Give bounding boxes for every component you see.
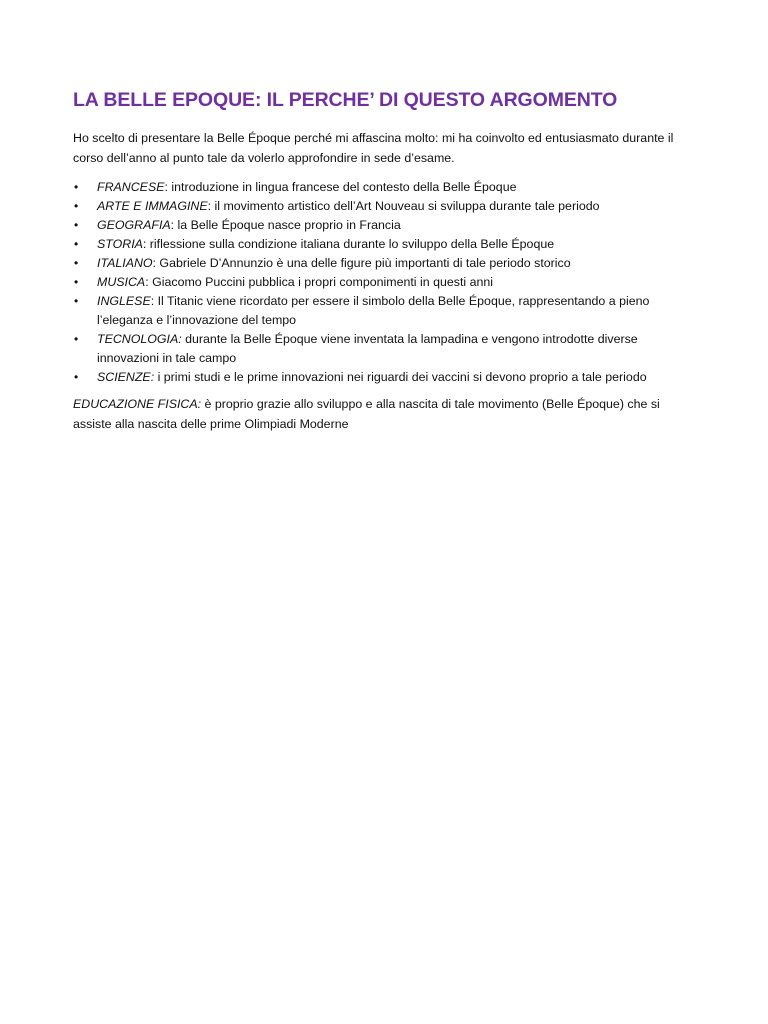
list-item bbox=[73, 292, 683, 330]
intro-paragraph: Ho scelto di presentare la Belle Époque perché mi affascina molto: mi ha coinvolto ed entusiasmato durante il corso dell’anno al punto tale da volerlo approfondire in sede d’esame. bbox=[73, 131, 674, 165]
bullet-icon: • bbox=[74, 199, 79, 213]
closing-paragraph bbox=[73, 395, 683, 434]
subject-label: SCIENZE: bbox=[97, 370, 155, 384]
document-title: LA BELLE EPOQUE: IL PERCHE’ DI QUESTO ARGOMENTO bbox=[73, 89, 618, 111]
document-page bbox=[73, 86, 683, 434]
bullet-icon: • bbox=[74, 237, 79, 251]
list-item bbox=[73, 273, 683, 292]
subject-list bbox=[73, 178, 683, 387]
subject-description: durante la Belle Époque viene inventata la lampadina e vengono introdotte diverse innovazioni in tale campo bbox=[97, 332, 638, 365]
bullet-icon: • bbox=[74, 256, 79, 270]
subject-description: : Gabriele D’Annunzio è una delle figure più importanti di tale periodo storico bbox=[152, 256, 571, 270]
list-item bbox=[73, 178, 683, 197]
closing-subject-label: EDUCAZIONE FISICA: bbox=[73, 397, 202, 411]
bullet-icon: • bbox=[74, 180, 79, 194]
subject-label: ITALIANO bbox=[97, 256, 153, 270]
list-item bbox=[73, 330, 683, 368]
subject-label: ARTE E IMMAGINE bbox=[97, 199, 208, 213]
bullet-icon: • bbox=[74, 218, 79, 232]
subject-description: : riflessione sulla condizione italiana durante lo sviluppo della Belle Époque bbox=[142, 237, 555, 251]
subject-description: : Giacomo Puccini pubblica i propri componimenti in questi anni bbox=[145, 275, 494, 289]
subject-description: : Il Titanic viene ricordato per essere il simbolo della Belle Époque, rappresentando a pieno l’eleganza e l’innovazione del tempo bbox=[97, 294, 650, 327]
list-item bbox=[73, 235, 683, 254]
subject-description: : la Belle Époque nasce proprio in Francia bbox=[170, 218, 401, 232]
subject-label: TECNOLOGIA: bbox=[97, 332, 182, 346]
list-item bbox=[73, 216, 683, 235]
closing-description: è proprio grazie allo sviluppo e alla nascita di tale movimento (Belle Époque) che si assiste alla nascita delle prime Olimpiadi Moderne bbox=[73, 397, 660, 431]
subject-label: GEOGRAFIA bbox=[97, 218, 171, 232]
subject-label: MUSICA bbox=[97, 275, 146, 289]
subject-description: i primi studi e le prime innovazioni nei riguardi dei vaccini si devono proprio a tale periodo bbox=[154, 370, 647, 384]
bullet-icon: • bbox=[74, 332, 79, 346]
subject-label: FRANCESE bbox=[97, 180, 165, 194]
list-item bbox=[73, 197, 683, 216]
bullet-icon: • bbox=[74, 294, 79, 308]
subject-label: STORIA bbox=[97, 237, 143, 251]
subject-description: : introduzione in lingua francese del contesto della Belle Époque bbox=[164, 180, 517, 194]
list-item bbox=[73, 368, 683, 387]
subject-description: : il movimento artistico dell’Art Nouveau si sviluppa durante tale periodo bbox=[207, 199, 600, 213]
bullet-icon: • bbox=[74, 370, 79, 384]
subject-label: INGLESE bbox=[97, 294, 151, 308]
list-item bbox=[73, 254, 683, 273]
bullet-icon: • bbox=[74, 275, 79, 289]
